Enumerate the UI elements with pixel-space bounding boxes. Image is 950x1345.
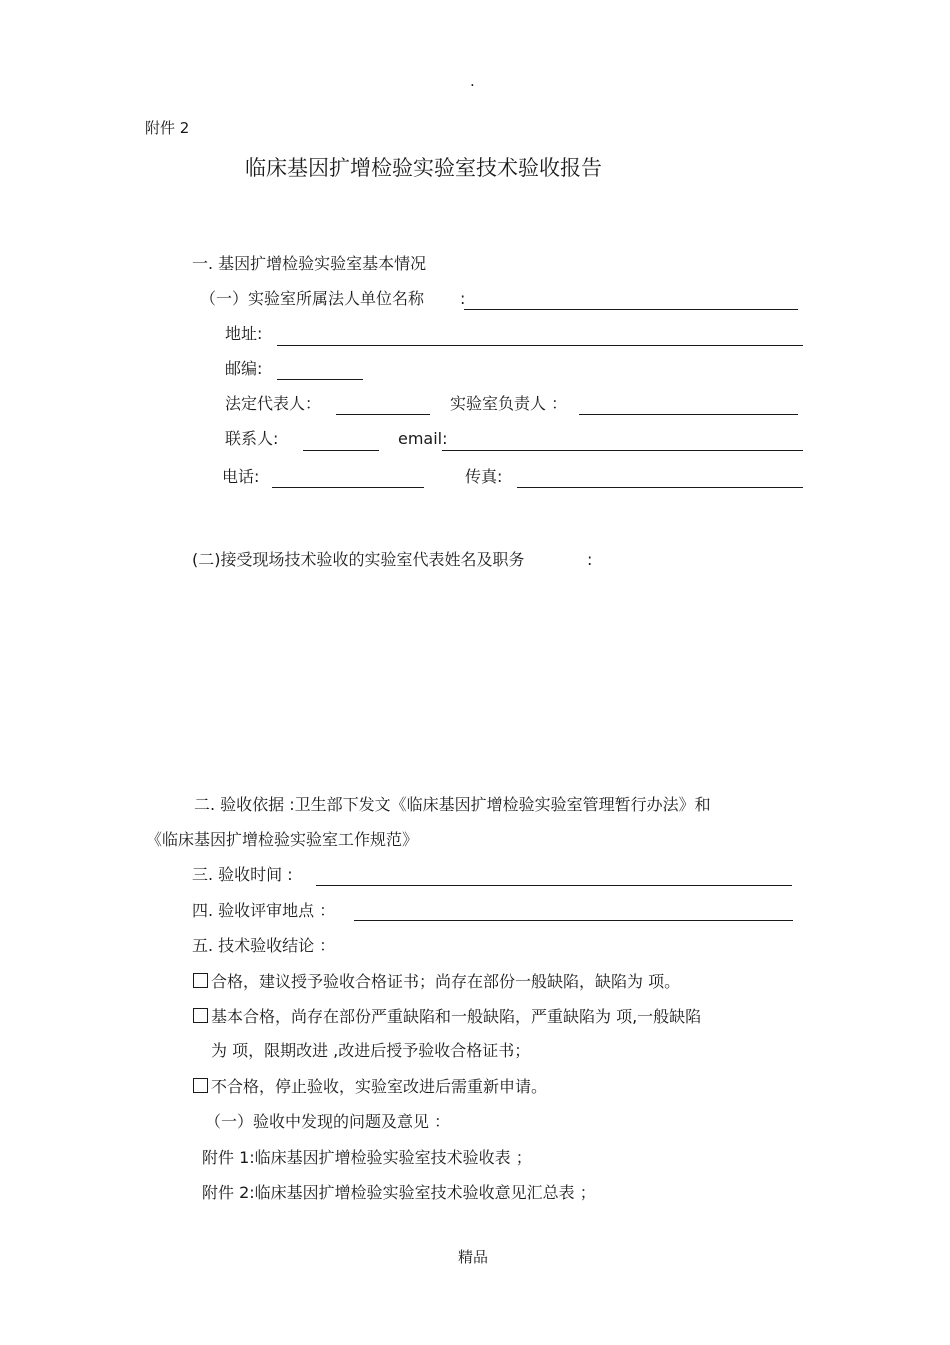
legal-entity-label: （一）实验室所属法人单位名称 [200,289,425,308]
attachment-label: 附件 2 [145,119,190,137]
acceptance-basis-line2: 《临床基因扩增检验实验室工作规范》 [146,830,419,849]
acceptance-time-field[interactable] [316,885,792,886]
page-footer: 精品 [458,1248,489,1266]
review-location-label: 四. 验收评审地点 ： [192,901,336,920]
option-fail-text: 不合格，停止验收，实验室改进后需重新申请。 [211,1077,548,1096]
contact-field[interactable] [303,450,379,451]
postcode-field[interactable] [277,379,363,380]
email-field[interactable] [442,450,803,451]
conclusion-heading: 五. 技术验收结论 ： [192,936,336,955]
acceptance-time-label: 三. 验收时间 : [192,865,293,884]
header-dot: . [470,72,475,90]
option-pass[interactable] [193,973,680,990]
postcode-label: 邮编: [225,359,263,378]
legal-entity-colon: : [460,289,466,308]
phone-field[interactable] [272,487,424,488]
lab-head-label: 实验室负责人 ： [450,394,568,413]
lab-representative-label: (二)接受现场技术验收的实验室代表姓名及职务 [192,550,525,569]
option-basic-pass[interactable] [193,1008,701,1025]
email-label: email: [398,429,448,448]
appendix-2: 附件 2:临床基因扩增检验实验室技术验收意见汇总表 ； [202,1183,596,1202]
section1-heading: 一. 基因扩增检验实验室基本情况 [192,254,427,273]
fail-checkbox[interactable] [193,1078,208,1093]
contact-label: 联系人: [225,429,279,448]
document-title: 临床基因扩增检验实验室技术验收报告 [245,156,602,180]
legal-rep-label: 法定代表人： [225,394,322,413]
legal-entity-field[interactable] [464,309,798,310]
issues-label: （一）验收中发现的问题及意见 ： [205,1112,451,1131]
phone-label: 电话: [222,467,260,486]
option-basic-pass-line2: 为 项，限期改进 ,改进后授予验收合格证书； [211,1041,531,1060]
address-label: 地址: [225,324,263,343]
basic-pass-checkbox[interactable] [193,1008,208,1023]
fax-field[interactable] [517,487,803,488]
legal-rep-field[interactable] [336,414,430,415]
acceptance-basis-line1: 二. 验收依据 :卫生部下发文《临床基因扩增检验实验室管理暂行办法》和 [194,795,711,814]
review-location-field[interactable] [354,920,793,921]
lab-head-field[interactable] [579,414,798,415]
pass-checkbox[interactable] [193,973,208,988]
fax-label: 传真: [465,467,503,486]
address-field[interactable] [277,345,803,346]
appendix-1: 附件 1:临床基因扩增检验实验室技术验收表 ； [202,1148,532,1167]
option-pass-text: 合格，建议授予验收合格证书；尚存在部份一般缺陷，缺陷为 项。 [211,972,681,991]
lab-representative-colon: : [587,550,593,569]
option-fail[interactable] [193,1078,547,1095]
option-basic-pass-text: 基本合格，尚存在部份严重缺陷和一般缺陷，严重缺陷为 项,一般缺陷 [211,1007,702,1026]
